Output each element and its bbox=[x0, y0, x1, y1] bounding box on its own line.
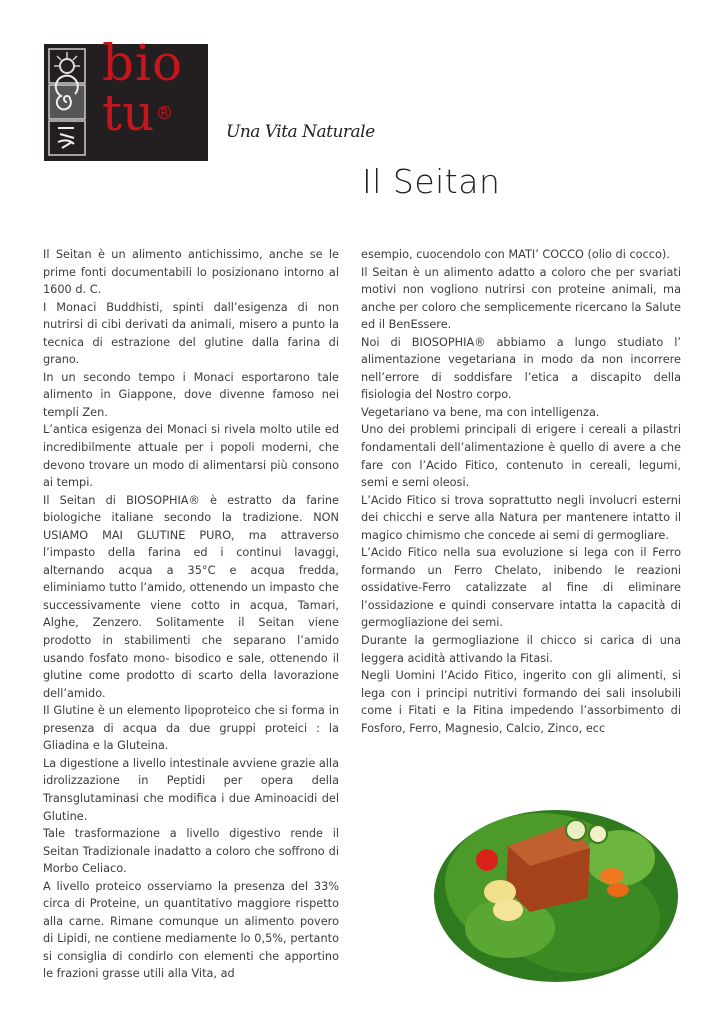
paragraph: Noi di BIOSOPHIA® abbiamo a lungo studiato l’ alimentazione vegetariana in modo da non incorrere nell’errore di soddisfare l’etica a discapito della fisiologia del Nostro corpo. bbox=[361, 335, 681, 402]
logo-symbols-icon bbox=[48, 48, 86, 156]
paragraph: L’Acido Fitico si trova soprattutto negli involucri esterni dei chicchi e serve alla Natura per mantenere intatto il magico chimismo che concede ai semi di germogliare. bbox=[361, 493, 681, 542]
paragraph: A livello proteico osserviamo la presenza del 33% circa di Proteine, un quantitativo maggiore rispetto alla carne. Rimane comunque un alimento povero di Lipidi, ne contiene mediamente lo 0,5%, pertanto si consiglia di condirlo con elementi che apportino le frazioni grasse utili alla Vita, ad bbox=[43, 879, 339, 981]
paragraph: Il Seitan è un alimento adatto a coloro che per svariati motivi non vogliono nutrirsi con proteine animali, ma anche per coloro che semplicemente ricercano la Salute ed il BenEssere. bbox=[361, 265, 681, 332]
registered-mark: R bbox=[158, 106, 171, 119]
logo-text-bio: bio bbox=[102, 34, 184, 92]
left-column bbox=[43, 246, 339, 983]
paragraph: esempio, cuocendolo con MATI’ COCCO (olio di cocco). bbox=[361, 248, 670, 261]
paragraph: Uno dei problemi principali di erigere i cereali a pilastri fondamentali dell’alimentazione è quello di avere a che fare con l’Acido Fitico, contenuto in cereali, legumi, semi e semi oleosi. bbox=[361, 423, 681, 490]
paragraph: Negli Uomini l’Acido Fitico, ingerito con gli alimenti, si lega con i principi nutritivi formando dei sali insolubili come i Fitati e la Fitina impedendo l’assorbimento di Fosforo, Ferro, Magnesio, Calcio, Zinco, ecc bbox=[361, 669, 681, 735]
biotu-logo bbox=[44, 34, 208, 161]
paragraph: Il Glutine è un elemento lipoproteico che si forma in presenza di acqua da due gruppi proteici : la Gliadina e la Gluteina. bbox=[43, 704, 339, 753]
tagline: Una Vita Naturale bbox=[226, 122, 375, 142]
paragraph: L’antica esigenza dei Monaci si rivela molto utile ed incredibilmente attuale per i popoli moderni, che devono trovare un modo di alimentarsi più consono ai tempi. bbox=[43, 423, 339, 490]
logo-text-tu: tu bbox=[102, 84, 155, 142]
paragraph: Vegetariano va bene, ma con intelligenza. bbox=[361, 405, 600, 419]
page-title: Il Seitan bbox=[362, 162, 501, 201]
right-column bbox=[361, 246, 681, 737]
seitan-salad-photo bbox=[430, 788, 682, 988]
paragraph: Il Seitan è un alimento antichissimo, anche se le prime fonti documentabili lo posizionano intorno al 1600 d. C. bbox=[43, 248, 339, 297]
paragraph: L’Acido Fitico nella sua evoluzione si lega con il Ferro formando un Ferro Chelato, inibendo le reazioni ossidative-Ferro catalizzate al fine di eliminare l’ossidazione e quindi conservare intatta la capacità di germogliazione dei semi. bbox=[361, 546, 681, 630]
paragraph: Durante la germogliazione il chicco si carica di una leggera acidità attivando la Fitasi. bbox=[361, 634, 681, 665]
paragraph: Tale trasformazione a livello digestivo rende il Seitan Tradizionale inadatto a coloro che soffrono di Morbo Celiaco. bbox=[43, 827, 339, 876]
paragraph: I Monaci Buddhisti, spinti dall’esigenza di non nutrirsi di cibi derivati da animali, misero a punto la tecnica di estrazione del glutine dalla farina di grano. bbox=[43, 300, 339, 367]
paragraph: In un secondo tempo i Monaci esportarono tale alimento in Giappone, dove divenne famoso nei templi Zen. bbox=[43, 370, 339, 419]
paragraph: La digestione a livello intestinale avviene grazie alla idrolizzazione in Peptidi per opera della Transglutaminasi che modifica i due Aminoacidi del Glutine. bbox=[43, 756, 339, 823]
paragraph: Il Seitan di BIOSOPHIA® è estratto da farine biologiche italiane secondo la tradizione. NON USIAMO MAI GLUTINE PURO, ma attraverso l’impasto della farina ed i continui lavaggi, alternando acqua a 35°C e acqua fredda, eliminiamo tutto l’amido, ottenendo un impasto che successivamente viene cotto in acqua, Tamari, Alghe, Zenzero. Solitamente il Seitan viene prodotto in stabilimenti che separano l’amido usando fosfato mono- bisodico e sale, ottenendo il glutine come prodotto di scarto della lavorazione dell’amido. bbox=[43, 493, 339, 700]
